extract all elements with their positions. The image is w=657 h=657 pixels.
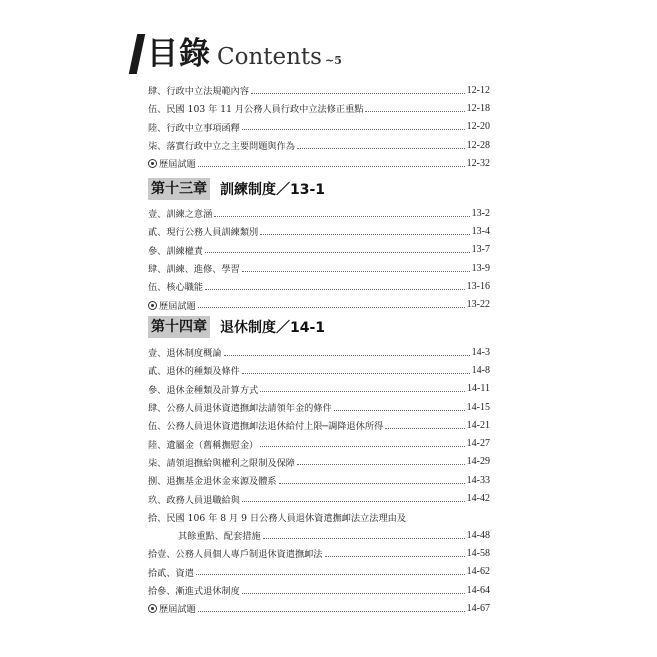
toc-entry[interactable]: 伍、民國 103 年 11 月公務人員行政中立法修正重點 12-18 — [148, 102, 490, 116]
leader-dots — [224, 355, 470, 356]
chapter-title: 退休制度／14-1 — [220, 320, 326, 336]
leader-dots — [251, 93, 465, 94]
toc-entry[interactable]: 貳、現行公務人員訓練類別 13-4 — [148, 225, 490, 239]
leader-dots — [260, 446, 464, 447]
toc-entry[interactable]: 捌、退撫基金退休金來源及體系 14-33 — [148, 474, 490, 488]
leader-dots — [214, 216, 469, 217]
bullet-icon — [148, 604, 157, 613]
toc-entry[interactable]: 陸、行政中立事項函釋 12-20 — [148, 121, 490, 134]
toc-entry[interactable]: 伍、公務人員退休資遣撫卹法退休給付上限─調降退休所得 14-21 — [148, 419, 490, 433]
toc-entry-past-exams[interactable]: 歷屆試題 14-67 — [148, 599, 490, 617]
toc-entry[interactable]: 壹、退休制度概論 14-3 — [148, 346, 490, 360]
toc-entry[interactable]: 肆、行政中立法規範內容 12-12 — [148, 84, 490, 98]
toc-entry-past-exams[interactable]: 歷屆試題 13-22 — [148, 295, 490, 313]
leader-dots — [325, 556, 465, 557]
leader-dots — [242, 271, 470, 272]
leader-dots — [198, 166, 465, 167]
toc-section-chapter14 — [148, 343, 490, 617]
toc-section-chapter12 — [148, 81, 490, 172]
leader-dots — [242, 373, 470, 374]
leader-dots — [260, 391, 465, 392]
toc-entry[interactable]: 肆、公務人員退休資遣撫卹法請領年金的條件 14-15 — [148, 401, 490, 415]
leader-dots — [198, 611, 465, 612]
toc-entry[interactable]: 參、退休金種類及計算方式 14-11 — [148, 383, 490, 396]
toc-entry[interactable]: 貳、退休的種類及條件 14-8 — [148, 364, 490, 378]
toc-entry[interactable]: 壹、訓練之意涵 13-2 — [148, 207, 490, 221]
leader-dots — [242, 129, 465, 130]
leader-dots — [385, 428, 464, 429]
toc-entry[interactable]: 拾貳、資遣 14-62 — [148, 566, 490, 579]
leader-dots — [297, 148, 465, 149]
leader-dots — [196, 574, 465, 575]
leader-dots — [365, 111, 464, 112]
contents-header — [133, 30, 342, 74]
toc-entry[interactable]: 肆、訓練、進修、學習 13-9 — [148, 262, 490, 276]
toc-entry[interactable]: 柒、落實行政中立之主要問題與作為 12-28 — [148, 139, 490, 153]
toc-entry[interactable]: 拾參、漸進式退休制度 14-64 — [148, 584, 490, 597]
toc-section-chapter13 — [148, 204, 490, 314]
chapter-heading-13[interactable] — [148, 178, 325, 200]
chapter-heading-14[interactable] — [148, 316, 325, 338]
chapter-title: 訓練制度／13-1 — [220, 182, 326, 198]
page-marker: ~5 — [324, 54, 342, 67]
toc-entry[interactable]: 伍、核心職能 13-16 — [148, 280, 490, 294]
toc-entry-past-exams[interactable]: 歷屆試題 12-32 — [148, 154, 490, 172]
leader-dots — [334, 410, 465, 411]
toc-entry[interactable]: 拾壹、公務人員個人專戶制退休資遣撫卹法 14-58 — [148, 547, 490, 561]
leader-dots — [297, 464, 465, 465]
bullet-icon — [148, 301, 157, 310]
title-slash-decoration — [129, 34, 146, 74]
bullet-icon — [148, 159, 157, 168]
chapter-number: 第十四章 — [148, 316, 210, 338]
leader-dots — [205, 289, 465, 290]
toc-entry[interactable]: 玖、政務人員退職給與 14-42 — [148, 493, 490, 506]
toc-entry[interactable]: 陸、遺屬金（舊稱撫慰金） 14-27 — [148, 438, 490, 451]
leader-dots — [263, 538, 465, 539]
page-title-english: Contents — [217, 44, 322, 70]
toc-entry[interactable]: 參、訓練權責 13-7 — [148, 244, 490, 257]
toc-entry-multiline-first[interactable]: 拾、民國 106 年 8 月 9 日公務人員退休資遣撫卹法立法理由及 — [148, 512, 407, 524]
leader-dots — [205, 252, 470, 253]
chapter-number: 第十三章 — [148, 178, 210, 200]
leader-dots — [260, 234, 469, 235]
leader-dots — [198, 307, 465, 308]
toc-entry-multiline-second[interactable]: 其餘重點、配套措施 14-48 — [178, 529, 490, 543]
leader-dots — [242, 501, 465, 502]
toc-entry[interactable]: 柒、請領退撫給與權利之限制及保障 14-29 — [148, 456, 490, 469]
leader-dots — [242, 593, 465, 594]
leader-dots — [279, 483, 465, 484]
page-title-chinese: 目錄 — [147, 36, 211, 72]
